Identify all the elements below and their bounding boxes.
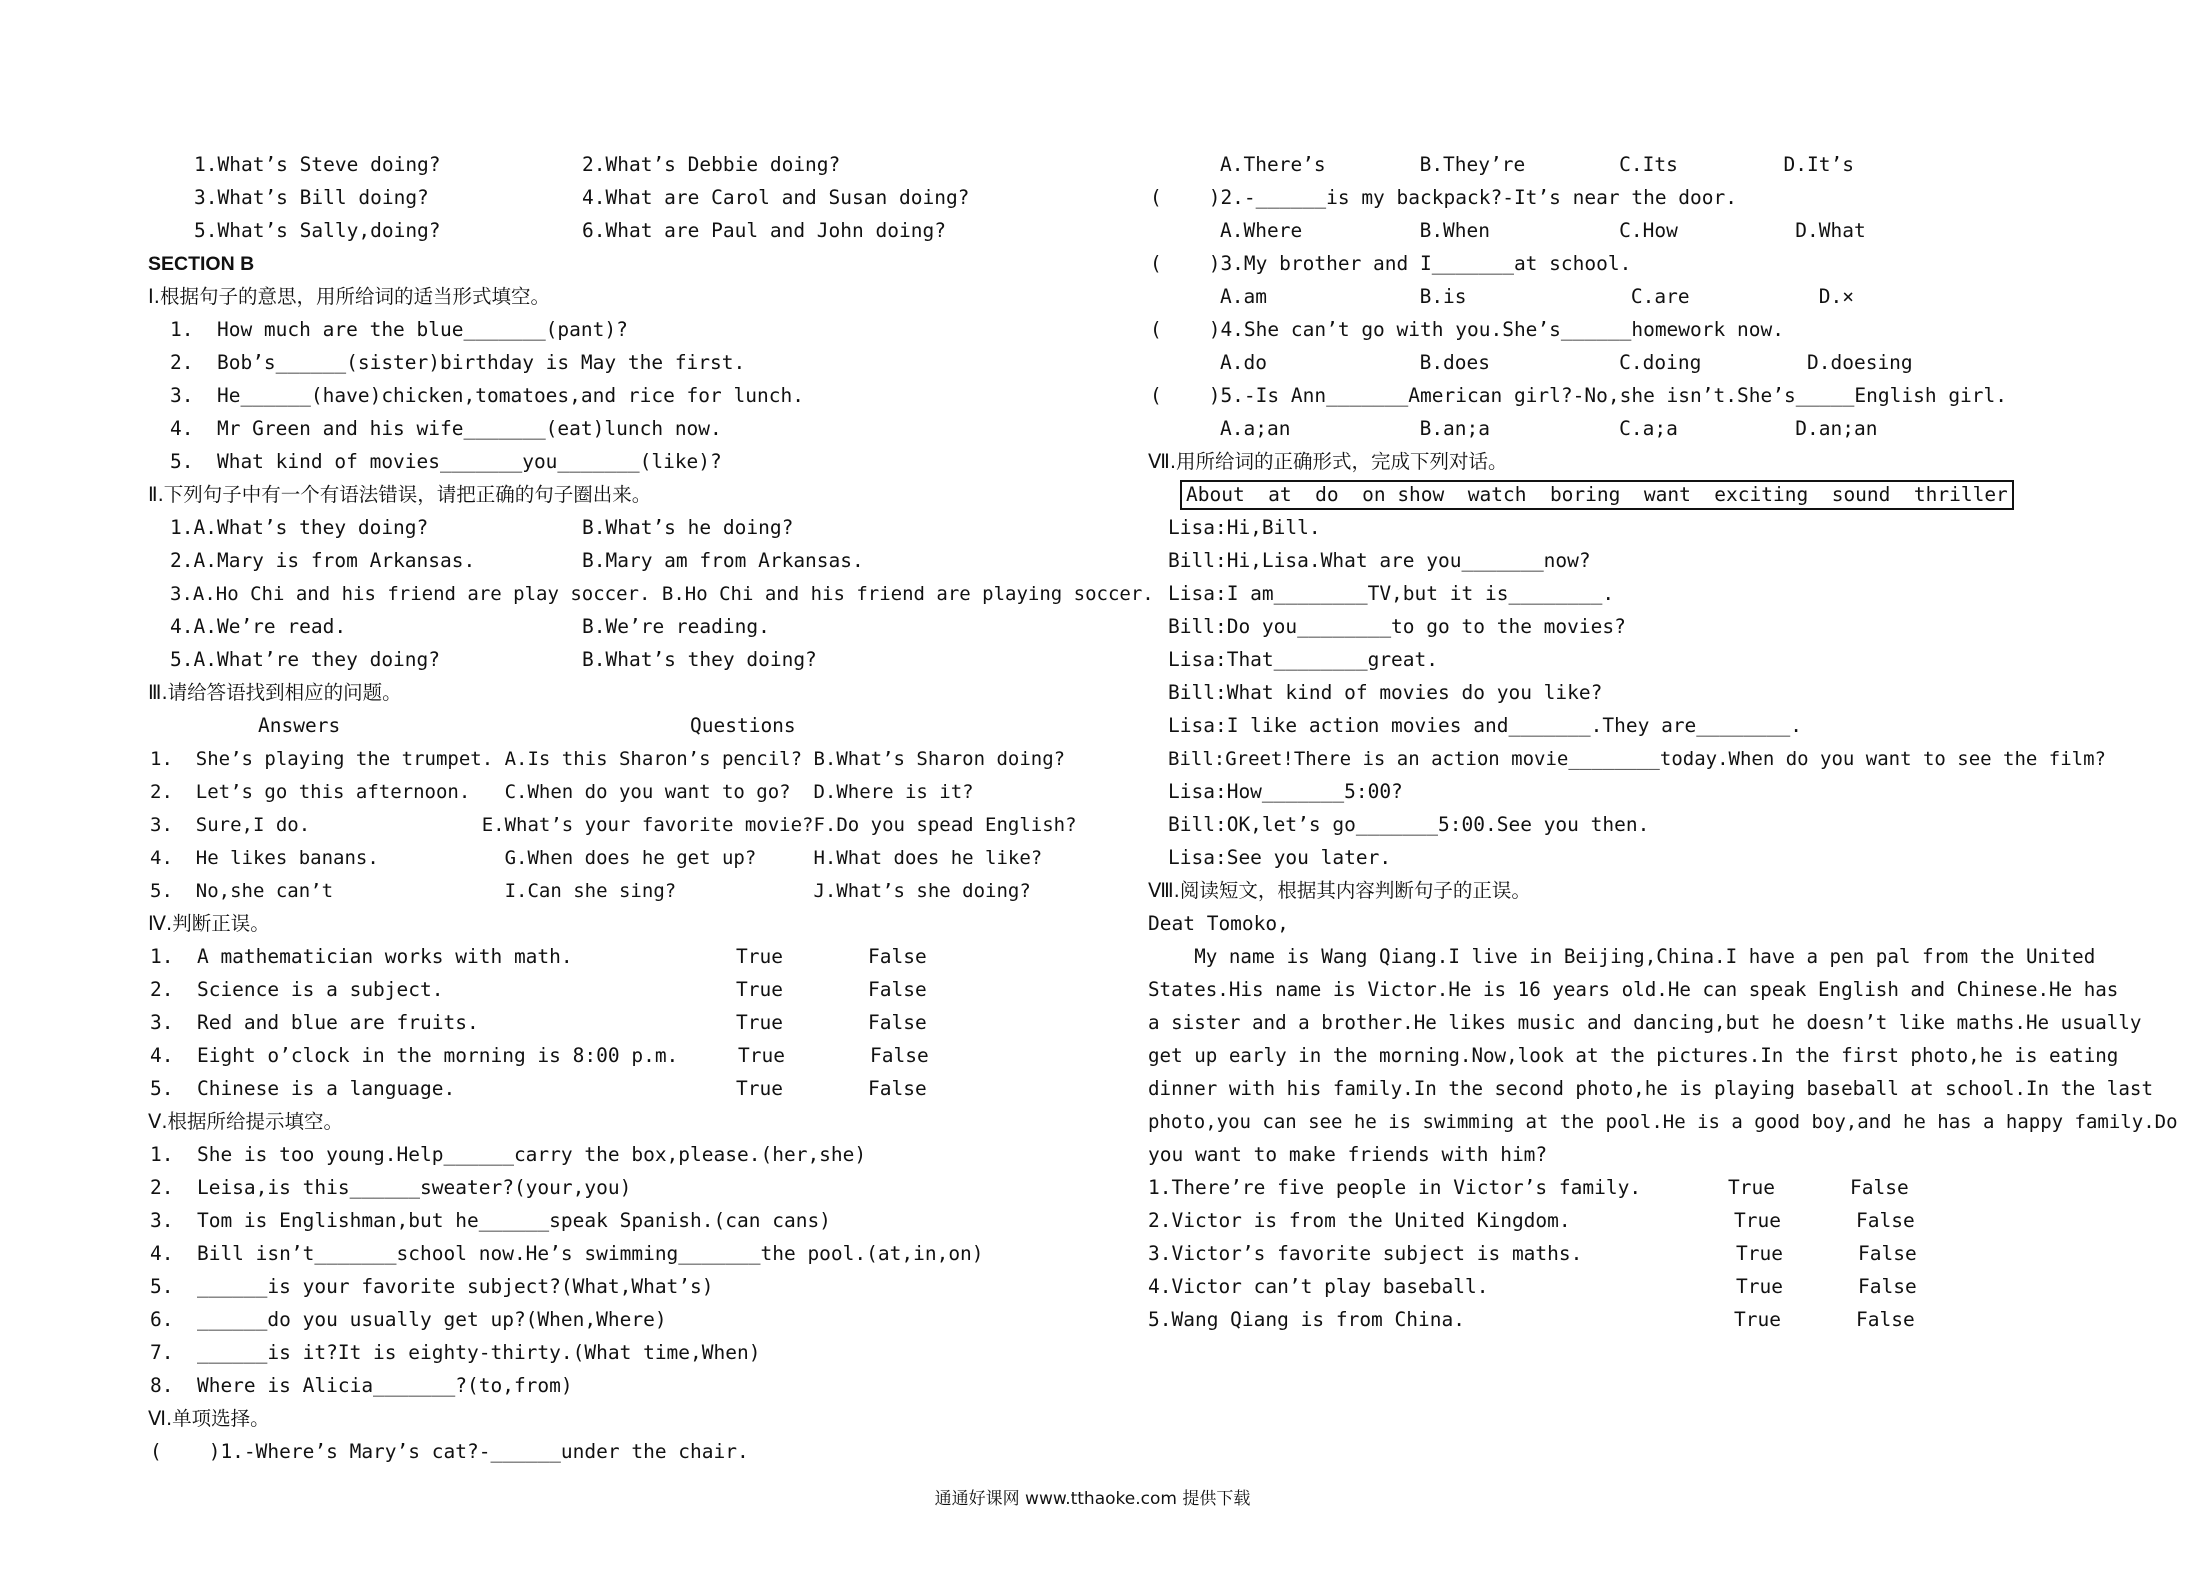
exercise-title: Ⅵ.单项选择。 [148, 1407, 270, 1430]
exercise-item: B.What’s he doing? [582, 516, 794, 539]
tf-false: False [868, 1077, 927, 1100]
dialogue-line: Bill:Do you________to go to the movies? [1168, 615, 1626, 638]
exercise-item: 6. ______do you usually get up?(When,Where) [150, 1308, 667, 1331]
section-heading: SECTION B [148, 253, 255, 275]
exercise-item: B.Mary am from Arkansas. [582, 549, 864, 572]
tf-false: False [1856, 1308, 1915, 1331]
exercise-item: ( )1.-Where’s Mary’s cat?-______under the chair. [150, 1440, 749, 1463]
q-line: 4.What are Carol and Susan doing? [582, 186, 970, 209]
tf-false: False [870, 1044, 929, 1067]
exercise-title: Ⅶ.用所给词的正确形式，完成下列对话。 [1148, 450, 1508, 473]
dialogue-line: Lisa:That________great. [1168, 648, 1439, 671]
tf-question: 4.Victor can’t play baseball. [1148, 1275, 1489, 1298]
exercise-item: 5. No,she can’t I.Can she sing? J.What’s she doing? [150, 880, 1031, 902]
exercise-item: 3. He______(have)chicken,tomatoes,and rice for lunch. [170, 384, 804, 407]
passage-line: photo,you can see he is swimming at the pool.He is a good boy,and he has a happy family.Do [1148, 1111, 2178, 1133]
exercise-title: Ⅱ.下列句子中有一个有语法错误，请把正确的句子圈出来。 [148, 483, 652, 506]
choice-options: A.a;an B.an;a C.a;a D.an;an [1220, 417, 1878, 440]
tf-question: 3.Victor’s favorite subject is maths. [1148, 1242, 1583, 1265]
tf-question: 1. A mathematician works with math. [150, 945, 573, 968]
choice-options: A.do B.does C.doing D.doesing [1220, 351, 1913, 374]
tf-question: 2.Victor is from the United Kingdom. [1148, 1209, 1571, 1232]
tf-true: True [1734, 1308, 1781, 1331]
q-line: 5.What’s Sally,doing? [194, 219, 441, 242]
tf-false: False [1858, 1275, 1917, 1298]
exercise-item: B.We’re reading. [582, 615, 770, 638]
dialogue-line: Lisa:I like action movies and_______.They are________. [1168, 714, 1802, 737]
exercise-item: B.What’s they doing? [582, 648, 817, 671]
tf-true: True [1728, 1176, 1775, 1199]
dialogue-line: Lisa:How_______5:00? [1168, 780, 1403, 803]
tf-question: 1.There’re five people in Victor’s family. [1148, 1176, 1642, 1199]
exercise-item: 4. Bill isn’t_______school now.He’s swimming_______the pool.(at,in,on) [150, 1242, 984, 1265]
passage-line: States.His name is Victor.He is 16 years old.He can speak English and Chinese.He has [1148, 978, 2119, 1001]
word-bank-box: About at do on show watch boring want exciting sound thriller [1180, 480, 2014, 510]
exercise-item: 2. Leisa,is this______sweater?(your,you) [150, 1176, 632, 1199]
exercise-item: 3. Sure,I do. E.What’s your favorite movie?F.Do you spead English? [150, 814, 1077, 836]
exercise-title: Ⅰ.根据句子的意思，用所给词的适当形式填空。 [148, 285, 550, 308]
dialogue-line: Bill:Greet!There is an action movie________today.When do you want to see the film? [1168, 748, 2106, 770]
choice-question: ( )3.My brother and I_______at school. [1150, 252, 1632, 275]
tf-true: True [736, 945, 783, 968]
dialogue-line: Lisa:Hi,Bill. [1168, 516, 1321, 539]
tf-false: False [868, 1011, 927, 1034]
choice-options: A.There’s B.They’re C.Its D.It’s [1220, 153, 1854, 176]
column-header: Questions [690, 714, 796, 737]
exercise-item: 4. He likes banans. G.When does he get up? H.What does he like? [150, 847, 1043, 869]
exercise-title: Ⅳ.判断正误。 [148, 912, 270, 935]
tf-true: True [736, 1077, 783, 1100]
passage-line: you want to make friends with him? [1148, 1143, 1548, 1166]
exercise-item: 1.A.What’s they doing? [170, 516, 429, 539]
exercise-item: 1. How much are the blue_______(pant)? [170, 318, 628, 341]
tf-true: True [1734, 1209, 1781, 1232]
tf-true: True [1736, 1275, 1783, 1298]
exercise-item: 7. ______is it?It is eighty-thirty.(What time,When) [150, 1341, 761, 1364]
choice-options: A.Where B.When C.How D.What [1220, 219, 1866, 242]
tf-false: False [1856, 1209, 1915, 1232]
tf-false: False [868, 945, 927, 968]
passage-line: get up early in the morning.Now,look at the pictures.In the first photo,he is eating [1148, 1044, 2119, 1067]
tf-question: 2. Science is a subject. [150, 978, 444, 1001]
tf-false: False [868, 978, 927, 1001]
exercise-item: 4.A.We’re read. [170, 615, 347, 638]
tf-question: 5. Chinese is a language. [150, 1077, 456, 1100]
dialogue-line: Bill:What kind of movies do you like? [1168, 681, 1603, 704]
q-line: 6.What are Paul and John doing? [582, 219, 946, 242]
exercise-item: 5. ______is your favorite subject?(What,What’s) [150, 1275, 714, 1298]
exercise-item: 5.A.What’re they doing? [170, 648, 441, 671]
passage-line: a sister and a brother.He likes music and dancing,but he doesn’t like maths.He usually [1148, 1011, 2142, 1034]
choice-question: ( )5.-Is Ann_______American girl?-No,she isn’t.She’s_____English girl. [1150, 384, 2008, 407]
tf-false: False [1850, 1176, 1909, 1199]
exercise-item: 2.A.Mary is from Arkansas. [170, 549, 476, 572]
choice-question: ( )2.-______is my backpack?-It’s near the door. [1150, 186, 1737, 209]
dialogue-line: Lisa:I am________TV,but it is________. [1168, 582, 1615, 605]
tf-false: False [1858, 1242, 1917, 1265]
exercise-item: 3.A.Ho Chi and his friend are play soccer. B.Ho Chi and his friend are playing soccer. [170, 583, 1154, 605]
q-line: 1.What’s Steve doing? [194, 153, 441, 176]
passage-line: My name is Wang Qiang.I live in Beijing,China.I have a pen pal from the United [1148, 945, 2096, 968]
exercise-item: 4. Mr Green and his wife_______(eat)lunch now. [170, 417, 722, 440]
tf-question: 3. Red and blue are fruits. [150, 1011, 479, 1034]
exercise-item: 8. Where is Alicia_______?(to,from) [150, 1374, 573, 1397]
tf-true: True [736, 1011, 783, 1034]
choice-options: A.am B.is C.are D.× [1220, 285, 1854, 308]
q-line: 3.What’s Bill doing? [194, 186, 429, 209]
dialogue-line: Bill:OK,let’s go_______5:00.See you then. [1168, 813, 1650, 836]
tf-question: 4. Eight o’clock in the morning is 8:00 p.m. [150, 1044, 679, 1067]
exercise-item: 5. What kind of movies_______you_______(like)? [170, 450, 722, 473]
dialogue-line: Lisa:See you later. [1168, 846, 1392, 869]
choice-question: ( )4.She can’t go with you.She’s______homework now. [1150, 318, 1784, 341]
exercise-item: 1. She’s playing the trumpet. A.Is this Sharon’s pencil? B.What’s Sharon doing? [150, 748, 1066, 770]
dialogue-line: Bill:Hi,Lisa.What are you_______now? [1168, 549, 1591, 572]
page-footer: 通通好课网 www.tthaoke.com 提供下载 [934, 1489, 1251, 1509]
tf-true: True [736, 978, 783, 1001]
letter-greeting: Deat Tomoko, [1148, 912, 1289, 935]
tf-true: True [1736, 1242, 1783, 1265]
q-line: 2.What’s Debbie doing? [582, 153, 841, 176]
exercise-title: Ⅴ.根据所给提示填空。 [148, 1110, 344, 1133]
exercise-title: Ⅷ.阅读短文，根据其内容判断句子的正误。 [1148, 879, 1531, 902]
exercise-item: 2. Bob’s______(sister)birthday is May the first. [170, 351, 746, 374]
exercise-item: 3. Tom is Englishman,but he______speak Spanish.(can cans) [150, 1209, 831, 1232]
column-header: Answers [258, 714, 341, 737]
exercise-item: 2. Let’s go this afternoon. C.When do you want to go? D.Where is it? [150, 781, 974, 803]
exercise-title: Ⅲ.请给答语找到相应的问题。 [148, 681, 402, 704]
tf-true: True [738, 1044, 785, 1067]
exercise-item: 1. She is too young.Help______carry the box,please.(her,she) [150, 1143, 867, 1166]
tf-question: 5.Wang Qiang is from China. [1148, 1308, 1465, 1331]
passage-line: dinner with his family.In the second photo,he is playing baseball at school.In the last [1148, 1077, 2154, 1100]
